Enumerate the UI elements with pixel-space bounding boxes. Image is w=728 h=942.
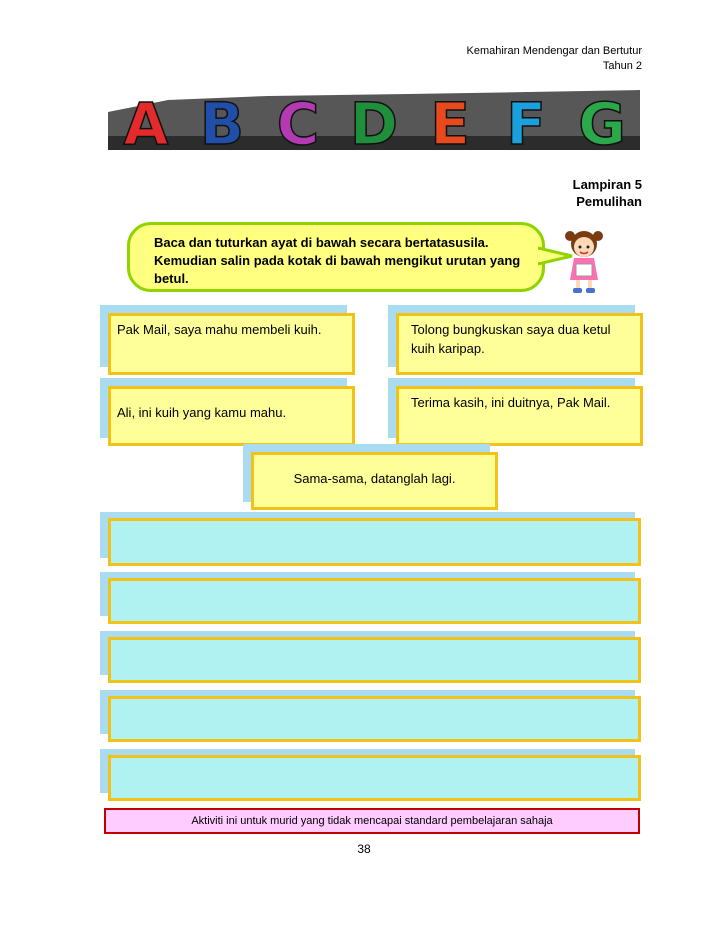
sentence-card-4-text: Terima kasih, ini duitnya, Pak Mail. <box>411 395 611 410</box>
header-subject: Kemahiran Mendengar dan Bertutur <box>466 45 642 57</box>
page-number: 38 <box>357 842 371 856</box>
banner-letter: G <box>578 90 626 150</box>
banner-letter: D <box>349 90 399 150</box>
answer-box-3[interactable] <box>108 637 641 683</box>
sentence-card-4[interactable] <box>396 386 643 446</box>
answer-box-2[interactable] <box>108 578 641 624</box>
answer-box-1[interactable] <box>108 518 641 566</box>
page-header <box>467 44 643 74</box>
sentence-card-1[interactable] <box>108 313 355 375</box>
girl-character-icon <box>562 228 606 296</box>
sentence-card-2[interactable] <box>396 313 643 375</box>
instruction-text: Baca dan tuturkan ayat di bawah secara bertatasusila. Kemudian salin pada kotak di bawah mengikut urutan yang betul. <box>154 235 521 286</box>
answer-box-4[interactable] <box>108 696 641 742</box>
alphabet-banner-graphic <box>108 86 640 150</box>
sentence-card-3[interactable] <box>108 386 355 446</box>
banner-letter: A <box>123 90 169 150</box>
banner-letter: E <box>430 90 470 150</box>
remedial-note-text: Aktiviti ini untuk murid yang tidak mencapai standard pembelajaran sahaja <box>191 815 553 827</box>
banner-letter: F <box>506 90 546 150</box>
appendix-label <box>573 176 642 210</box>
alphabet-banner <box>108 86 640 150</box>
header-year: Tahun 2 <box>602 60 642 72</box>
sentence-card-3-text: Ali, ini kuih yang kamu mahu. <box>117 405 287 420</box>
instruction-bubble <box>127 222 545 292</box>
sentence-card-5-text: Sama-sama, datanglah lagi. <box>293 471 456 486</box>
sentence-card-2-text: Tolong bungkuskan saya dua ketul kuih karipap. <box>411 322 611 356</box>
appendix-type: Pemulihan <box>576 194 642 209</box>
banner-letter: B <box>199 90 245 150</box>
banner-letter: C <box>276 90 320 150</box>
answer-box-5[interactable] <box>108 755 641 801</box>
remedial-note <box>104 808 640 834</box>
appendix-number: Lampiran 5 <box>572 177 642 192</box>
sentence-card-5[interactable] <box>251 452 498 510</box>
sentence-card-1-text: Pak Mail, saya mahu membeli kuih. <box>117 322 322 337</box>
